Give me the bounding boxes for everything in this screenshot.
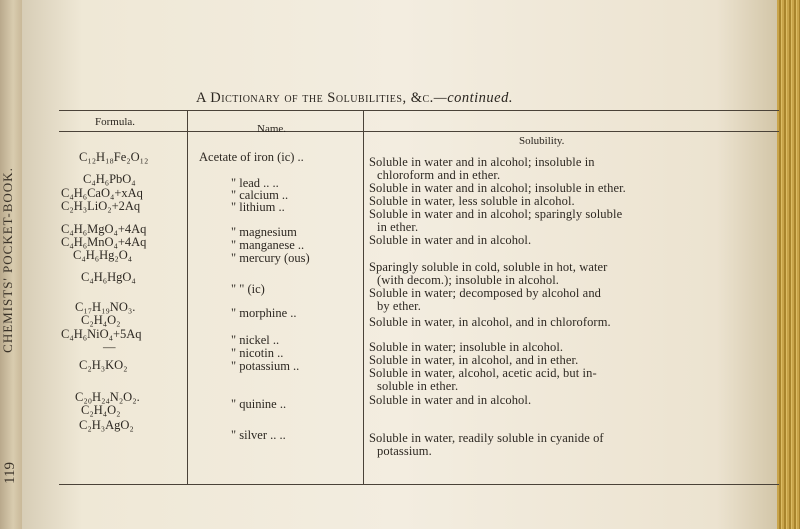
formula-cell: C₂H₃KO₂ xyxy=(79,358,128,372)
name-cell: " nicotin .. xyxy=(231,346,284,360)
page-title xyxy=(196,90,616,107)
solubility-table xyxy=(59,110,779,485)
header-solubility: Solubility. xyxy=(519,135,565,147)
formula-cell: C₄H₆MgO₄+4Aq xyxy=(61,222,147,236)
solubility-cell: Soluble in water and in alcohol. xyxy=(369,393,532,407)
solubility-cell: soluble in ether. xyxy=(377,379,459,393)
formula-cell: C₁₂H₁₈Fe₂O₁₂ xyxy=(79,150,149,164)
formula-cell: C₄H₆Hg₂O₄ xyxy=(73,248,133,262)
name-cell: " lead .. .. xyxy=(231,176,279,190)
solubility-cell: Sparingly soluble in cold, soluble in hot, water xyxy=(369,260,608,274)
name-cell: " manganese .. xyxy=(231,238,305,252)
solubility-cell: Soluble in water and in alcohol; insoluble in ether. xyxy=(369,181,626,195)
formula-cell: C₂H₄O₂ xyxy=(81,403,121,417)
name-cell: " potassium .. xyxy=(231,359,300,373)
solubility-cell: Soluble in water, in alcohol, and in chloroform. xyxy=(369,315,611,329)
formula-cell: C₄H₆PbO₄ xyxy=(83,172,136,186)
name-cell: " silver .. .. xyxy=(231,428,286,442)
name-cell: " nickel .. xyxy=(231,333,280,347)
header-formula: Formula. xyxy=(95,116,136,128)
solubility-cell: by ether. xyxy=(377,299,421,313)
solubility-cell: Soluble in water, less soluble in alcohol. xyxy=(369,194,575,208)
formula-cell: C₂H₄O₂ xyxy=(81,313,121,327)
solubility-cell: Soluble in water, alcohol, acetic acid, but in- xyxy=(369,366,597,380)
name-cell: " magnesium xyxy=(231,225,297,239)
solubility-cell: potassium. xyxy=(377,444,432,458)
name-cell: " lithium .. xyxy=(231,200,285,214)
solubility-cell: (with decom.); insoluble in alcohol. xyxy=(377,273,560,287)
solubility-cell: Soluble in water; decomposed by alcohol and xyxy=(369,286,602,300)
formula-cell: C₂H₃AgO₂ xyxy=(79,418,134,432)
formula-cell: C₂₀H₂₄N₂O₂. xyxy=(75,390,140,404)
header-name: Name. xyxy=(257,123,287,135)
title-suffix: —continued. xyxy=(433,90,513,106)
name-cell: " quinine .. xyxy=(231,397,287,411)
spine-title: CHEMISTS' POCKET-BOOK. xyxy=(0,167,15,353)
column-divider-2 xyxy=(363,111,364,484)
solubility-cell: Soluble in water and in alcohol. xyxy=(369,233,532,247)
name-cell: " calcium .. xyxy=(231,188,289,202)
solubility-cell: Soluble in water and in alcohol; insoluble in xyxy=(369,155,595,169)
formula-cell: C₄H₆NiO₄+5Aq xyxy=(61,327,142,341)
solubility-cell: Soluble in water, in alcohol, and in ether. xyxy=(369,353,579,367)
page-number: 119 xyxy=(2,462,18,484)
formula-cell: C₄H₆HgO₄ xyxy=(81,270,136,284)
title-main: A Dictionary of the Solubilities, &c. xyxy=(196,90,434,106)
column-divider-1 xyxy=(187,111,188,484)
name-cell: Acetate of iron (ic) .. xyxy=(199,150,304,164)
name-cell: " mercury (ous) xyxy=(231,251,310,265)
formula-cell: — xyxy=(103,340,116,354)
formula-cell: C₄H₆MnO₄+4Aq xyxy=(61,235,147,249)
header-rule xyxy=(59,131,779,132)
book-spine xyxy=(0,0,23,529)
gilt-page-edge xyxy=(777,0,800,529)
name-cell: " " (ic) xyxy=(231,282,265,296)
name-cell: " morphine .. xyxy=(231,306,297,320)
formula-cell: C₄H₆CaO₄+xAq xyxy=(61,186,143,200)
solubility-cell: Soluble in water, readily soluble in cyanide of xyxy=(369,431,604,445)
solubility-cell: Soluble in water; insoluble in alcohol. xyxy=(369,340,564,354)
formula-cell: C₂H₃LiO₂+2Aq xyxy=(61,199,141,213)
solubility-cell: chloroform and in ether. xyxy=(377,168,501,182)
solubility-cell: in ether. xyxy=(377,220,419,234)
solubility-cell: Soluble in water and in alcohol; sparingly soluble xyxy=(369,207,623,221)
formula-cell: C₁₇H₁₉NO₃. xyxy=(75,300,136,314)
